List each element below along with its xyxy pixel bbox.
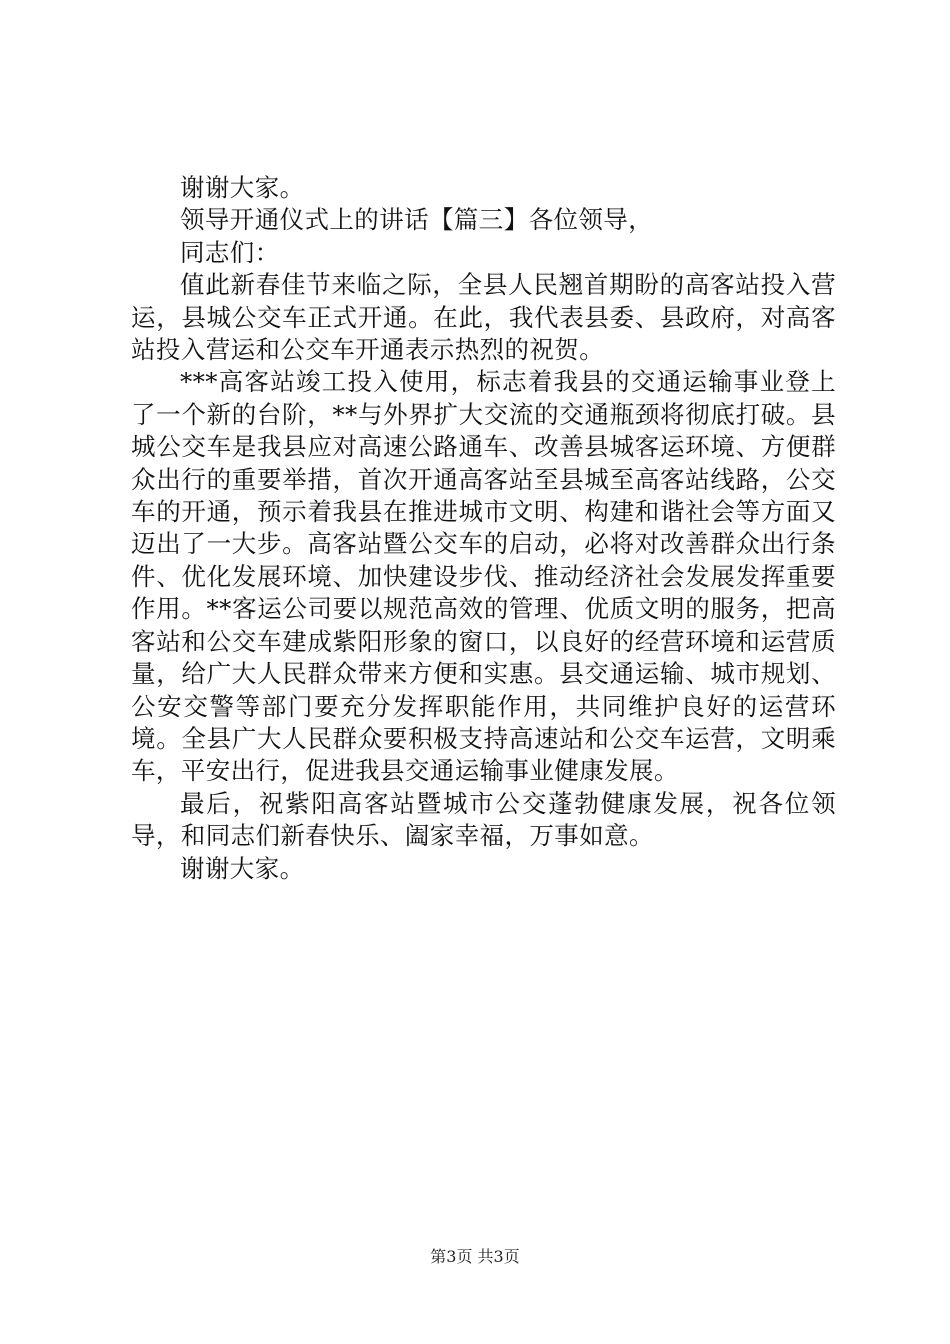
paragraph-closing-wishes: 最后，祝紫阳高客站暨城市公交蓬勃健康发展，祝各位领导，和同志们新春快乐、阖家幸福，万事如意。	[131, 788, 836, 851]
paragraph-congratulations: 值此新春佳节来临之际，全县人民翘首期盼的高客站投入营运，县城公交车正式开通。在此，我代表县委、县政府，对高客站投入营运和公交车开通表示热烈的祝贺。	[131, 270, 836, 365]
document-body	[131, 172, 836, 885]
paragraph-speech-heading: 领导开通仪式上的讲话【篇三】各位领导，	[180, 205, 654, 235]
paragraph-salutation: 同志们：	[180, 237, 280, 267]
paragraph-thanks-top: 谢谢大家。	[180, 173, 305, 202]
page-number-footer: 第3页 共3页	[430, 1247, 520, 1266]
paragraph-thanks-bottom: 谢谢大家。	[180, 853, 305, 883]
paragraph-main-body: ***高客站竣工投入使用，标志着我县的交通运输事业登上了一个新的台阶，**与外界扩大交流的交通瓶颈将彻底打破。县城公交车是我县应对高速公路通车、改善县城客运环境、方便群众出行的重要举措，首次开通高客站至县城至高客站线路，公交车的开通，预示着我县在推进城市文明、构建和谐社会等方面又迈出了一大步。高客站暨公交车的启动，必将对改善群众出行条件、优化发展环境、加快建设步伐、推动经济社会发展发挥重要作用。**客运公司要以规范高效的管理、优质文明的服务，把高客站和公交车建成紫阳形象的窗口，以良好的经营环境和运营质量，给广大人民群众带来方便和实惠。县交通运输、城市规划、公安交警等部门要充分发挥职能作用，共同维护良好的运营环境。全县广大人民群众要积极支持高速站和公交车运营，文明乘车，平安出行，促进我县交通运输事业健康发展。	[131, 367, 836, 786]
